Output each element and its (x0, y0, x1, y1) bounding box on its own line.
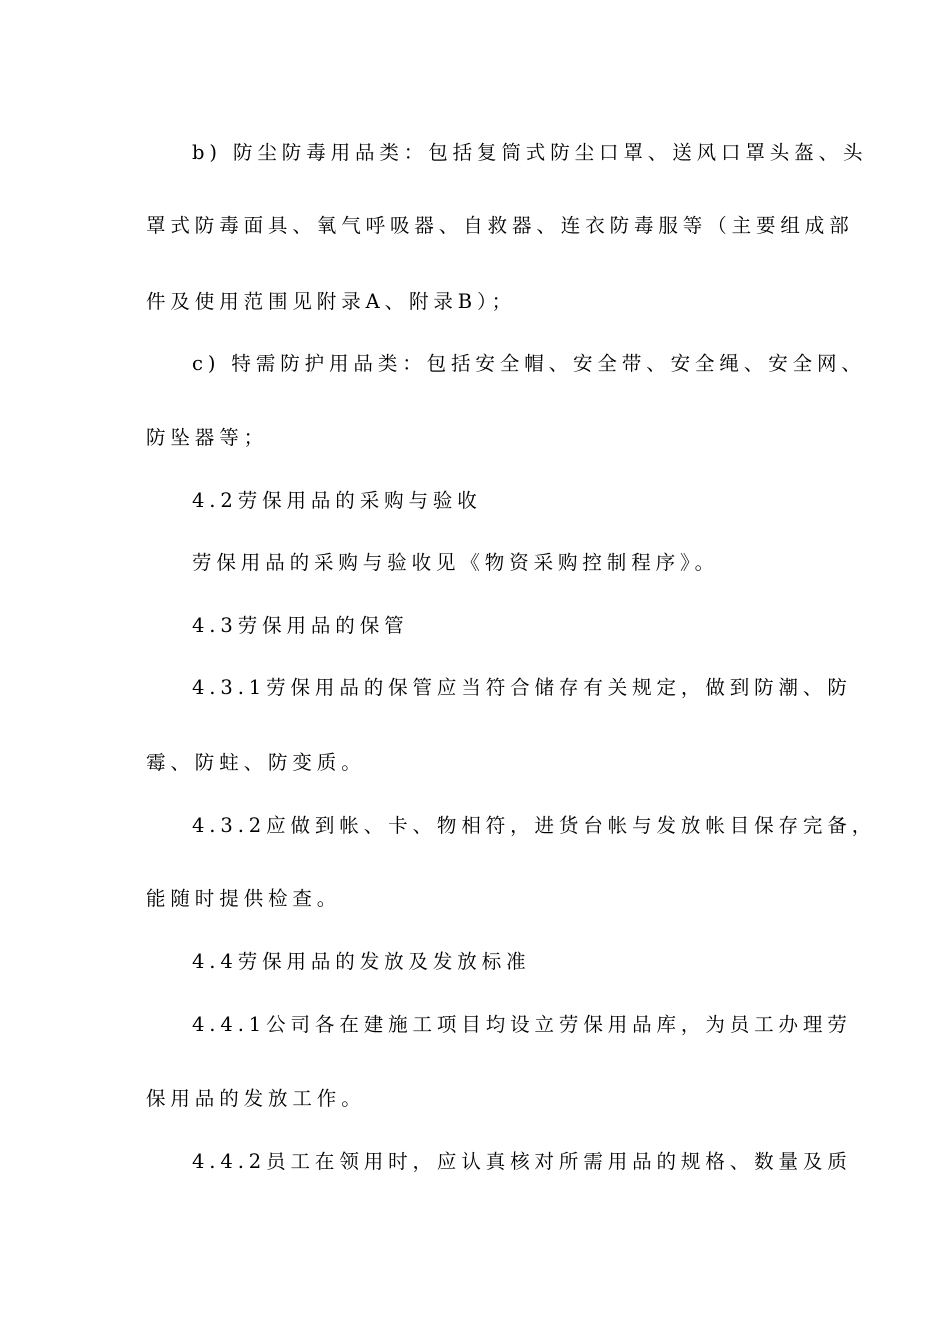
text-line: 4.4.1公司各在建施工项目均设立劳保用品库，为员工办理劳 (192, 1013, 852, 1036)
section-heading: 4.4劳保用品的发放及发放标准 (192, 950, 531, 973)
text-line: 罩式防毒面具、氧气呼吸器、自救器、连衣防毒服等（主要组成部 (146, 214, 854, 237)
text-line: 劳保用品的采购与验收见《物资采购控制程序》。 (192, 551, 720, 574)
text-line: 霉、防蛀、防变质。 (146, 751, 366, 774)
text-line: b) 防尘防毒用品类：包括复筒式防尘口罩、送风口罩头盔、头 (192, 141, 868, 164)
text-line: 4.3.2应做到帐、卡、物相符，进货台帐与发放帐目保存完备， (192, 814, 877, 837)
text-line: 能随时提供检查。 (146, 887, 342, 910)
text-line: 4.4.2员工在领用时，应认真核对所需用品的规格、数量及质 (192, 1150, 852, 1173)
section-heading: 4.2劳保用品的采购与验收 (192, 489, 482, 512)
text-line: 保用品的发放工作。 (146, 1087, 366, 1110)
text-line: 件及使用范围见附录A、附录B）； (146, 290, 517, 313)
text-line: 防坠器等； (146, 426, 269, 449)
text-line: 4.3.1劳保用品的保管应当符合储存有关规定，做到防潮、防 (192, 676, 852, 699)
text-line: c) 特需防护用品类：包括安全帽、安全带、安全绳、安全网、 (192, 352, 866, 375)
section-heading: 4.3劳保用品的保管 (192, 614, 409, 637)
